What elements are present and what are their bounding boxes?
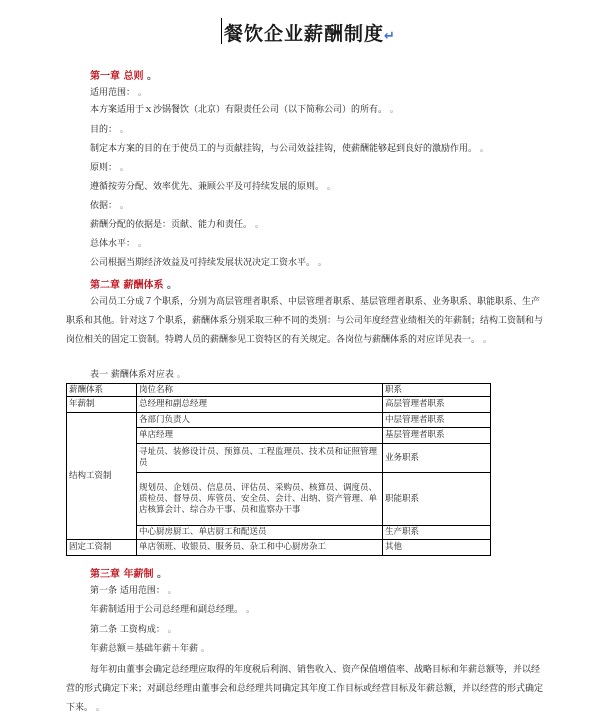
cell-series: 其他 [383,540,491,556]
purpose-label: 目的： 。 [90,125,129,135]
basis-text: 薪酬分配的依据是：贡献、能力和责任。 。 [90,220,264,230]
table-caption: 表一 薪酬体系对应表 。 [90,370,186,380]
article1-label: 第一条 适用范围： 。 [90,586,177,596]
table-header-row [67,384,491,397]
chapter2-body: 公司员工分成７个职系，分别为高层管理者职系、中层管理者职系、基层管理者职系、业务职系、职能职系、生产职系和其他。针对这７个职系，薪酬体系分别采取三种不同的类别：与公司年度经营业绩相关的年薪制；结构工资制和与岗位相关的固定工资制。特聘人员的薪酬参见工资特区的有关规定。各岗位与薪酬体系的对应详见表一。 。 [66,297,544,345]
principle-text: 遵循按劳分配、效率优先、兼顾公平及可持续发展的原则。 。 [90,182,336,192]
chapter3-heading: 第三章 年薪制 。 [90,569,167,580]
article1-text: 年薪制适用于公司总经理和副总经理。 。 [90,605,255,615]
cell-system: 结构工资制 [67,413,137,540]
scope-label: 适用范围： 。 [90,88,147,98]
cell-series: 高层管理者职系 [383,397,491,413]
chapter3-body: 每年初由董事会确定总经理应取得的年度税后利润、销售收入、资产保值增值率、战略目标和年薪总额等，并以经营的形式确定下来；对副总经理由董事会和总经理共同确定其年度工作目标或经营目标及年薪总额，并以经营的形式确定下来。 。 [66,665,544,713]
cell-position: 寻址员、装修设计员、预算员、工程监理员、技术员和证照管理员 [137,444,383,473]
cell-position: 规划员、企划员、信息员、评估员、采购员、核算员、调度员、质检员、督导员、库管员、安全员、会计、出纳、资产管理、单店核算会计、综合办干事、员和监察办干事 [137,473,383,526]
table-row [67,540,491,556]
cell-position: 单店领班、收银员、服务员、杂工和中心厨房杂工 [137,540,383,556]
cell-position: 单店经理 [137,428,383,444]
cell-system: 固定工资制 [67,540,137,556]
purpose-text: 制定本方案的目的在于使员工的与贡献挂钩，与公司效益挂钩，使薪酬能够起到良好的激励作用。 。 [90,144,489,154]
cell-series: 中层管理者职系 [383,413,491,428]
salary-formula: 年薪总额＝基础年薪＋年薪 。 [90,644,210,654]
level-text: 公司根据当期经济效益及可持续发展状况决定工资水平。 。 [90,258,327,268]
principle-label: 原则： 。 [90,163,129,173]
cell-position: 总经理和副总经理 [137,397,383,413]
table-row [67,413,491,428]
header-system: 薪酬体系 [67,384,137,397]
return-mark-icon: ↵ [384,29,396,44]
article2-label: 第二条 工资构成： 。 [90,625,177,635]
scope-text: 本方案适用于ｘ沙锅餐饮（北京）有限责任公司（以下简称公司）的所有。 。 [90,105,399,115]
cell-position: 中心厨房厨工、单店厨工和配送员 [137,526,383,540]
level-label: 总体水平： 。 [90,239,147,249]
header-series: 职系 [383,384,491,397]
cell-series: 生产职系 [383,526,491,540]
chapter2-heading: 第二章 薪酬体系 。 [90,280,177,291]
cell-series: 基层管理者职系 [383,428,491,444]
header-position: 岗位名称 [137,384,383,397]
cell-position: 各部门负责人 [137,413,383,428]
cell-series: 职能职系 [383,473,491,526]
title-text: 餐饮企业薪酬制度 [224,23,385,45]
cell-series: 业务职系 [383,444,491,473]
basis-label: 依据： 。 [90,201,129,211]
document-title [224,19,396,46]
cell-system: 年薪制 [67,397,137,413]
table-row [67,397,491,413]
text-cursor [221,18,222,44]
salary-system-table [66,383,491,556]
chapter1-heading: 第一章 总则 。 [90,71,157,82]
